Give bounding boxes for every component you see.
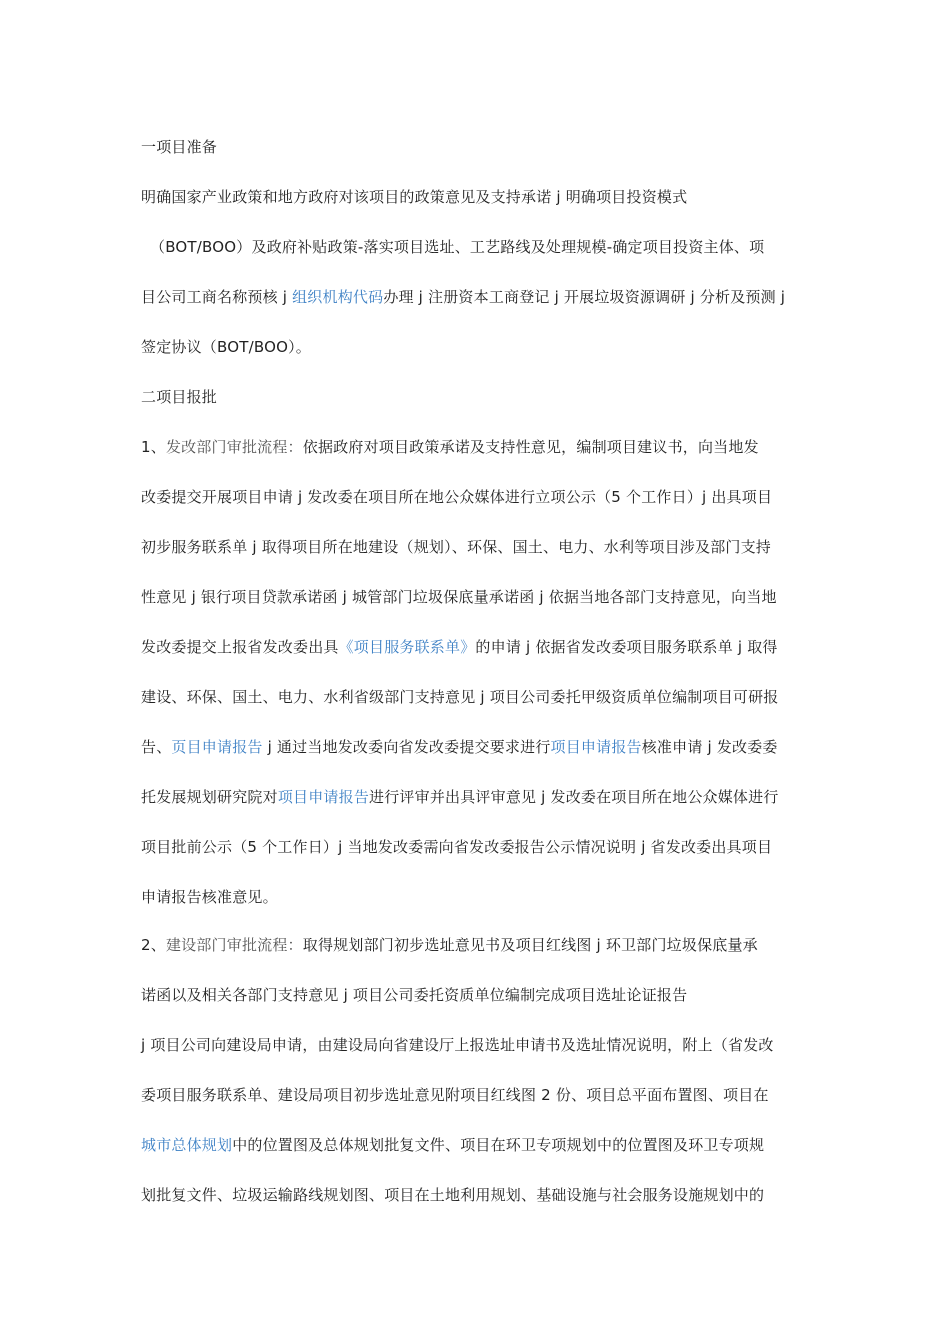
link-project-service-contact-form[interactable]: 《项目服务联系单》 [338, 638, 476, 656]
paragraph-line [141, 737, 778, 757]
paragraph-line [141, 787, 779, 807]
step-label-construction: 建设部门审批流程： [165, 936, 303, 954]
paragraph-line [141, 1135, 764, 1155]
paragraph-line: 委项目服务联系单、建设局项目初步选址意见附项目红线图 2 份、项目总平面布置图、项目在 [141, 1086, 769, 1104]
text-segment: 进行评审并出具评审意见 j 发改委在项目所在地公众媒体进行 [369, 788, 779, 806]
paragraph-line: 签定协议（BOT/BOO）。 [141, 338, 311, 356]
text-segment: 的申请 j 依据省发改委项目服务联系单 j 取得 [475, 638, 778, 656]
paragraph-line: 改委提交开展项目申请 j 发改委在项目所在地公众媒体进行立项公示（5 个工作日）j 出具项目 [141, 488, 773, 506]
text-segment: 依据政府对项目政策承诺及支持性意见，编制项目建议书，向当地发 [302, 438, 759, 456]
text-segment: 核准申请 j 发改委委 [641, 738, 778, 756]
paragraph-line [141, 637, 778, 657]
link-project-application-report[interactable]: 项目申请报告 [277, 788, 370, 806]
paragraph-line [141, 287, 785, 307]
paragraph-line: 明确国家产业政策和地方政府对该项目的政策意见及支持承诺 j 明确项目投资模式 [141, 188, 688, 206]
paragraph-line: 性意见 j 银行项目贷款承诺函 j 城管部门垃圾保底量承诺函 j 依据当地各部门支持意见，向当地 [141, 588, 777, 606]
text-segment: 办理 j 注册资本工商登记 j 开展垃圾资源调研 j 分析及预测 j [383, 288, 786, 306]
link-organization-code[interactable]: 组织机构代码 [292, 288, 384, 306]
paragraph-line: （BOT/BOO）及政府补贴政策-落实项目选址、工艺路线及处理规模-确定项目投资主体、项 [150, 238, 765, 256]
link-project-application-report[interactable]: 项目申请报告 [550, 738, 642, 756]
paragraph-line: 项目批前公示（5 个工作日）j 当地发改委需向省发改委报告公示情况说明 j 省发改委出具项目 [141, 838, 773, 856]
text-segment: 托发展规划研究院对 [141, 788, 278, 806]
text-segment: 取得规划部门初步选址意见书及项目红线图 j 环卫部门垃圾保底量承 [302, 936, 758, 954]
paragraph-line: 建设、环保、国土、电力、水利省级部门支持意见 j 项目公司委托甲级资质单位编制项目可研报 [141, 688, 779, 706]
paragraph-line: 诺函以及相关各部门支持意见 j 项目公司委托资质单位编制完成项目选址论证报告 [141, 986, 688, 1004]
list-number: 2、 [141, 936, 166, 954]
text-segment: 中的位置图及总体规划批复文件、项目在环卫专项规划中的位置图及环卫专项规 [232, 1136, 765, 1154]
paragraph-line: j 项目公司向建设局申请，由建设局向省建设厅上报选址申请书及选址情况说明，附上（省发改 [141, 1036, 774, 1054]
paragraph-line [141, 437, 759, 457]
paragraph-line: 申请报告核准意见。 [141, 888, 278, 906]
paragraph-line [141, 935, 758, 955]
step-label-ndrc: 发改部门审批流程： [165, 438, 303, 456]
paragraph-line: 初步服务联系单 j 取得项目所在地建设（规划）、环保、国土、电力、水利等项目涉及部门支持 [141, 538, 772, 556]
section-heading-project-approval: 二项目报批 [141, 388, 218, 406]
text-segment: 发改委提交上报省发改委出具 [141, 638, 339, 656]
link-project-application-report[interactable]: 页目申请报告 [171, 738, 263, 756]
text-segment: j 通过当地发改委向省发改委提交要求进行 [262, 738, 551, 756]
text-segment: 告、 [141, 738, 172, 756]
paragraph-line: 划批复文件、垃圾运输路线规划图、项目在土地利用规划、基础设施与社会服务设施规划中的 [141, 1186, 765, 1204]
list-number: 1、 [141, 438, 166, 456]
link-city-master-plan[interactable]: 城市总体规划 [141, 1136, 233, 1154]
section-heading-project-preparation: 一项目准备 [141, 138, 218, 156]
text-segment: 目公司工商名称预核 j [141, 288, 293, 306]
